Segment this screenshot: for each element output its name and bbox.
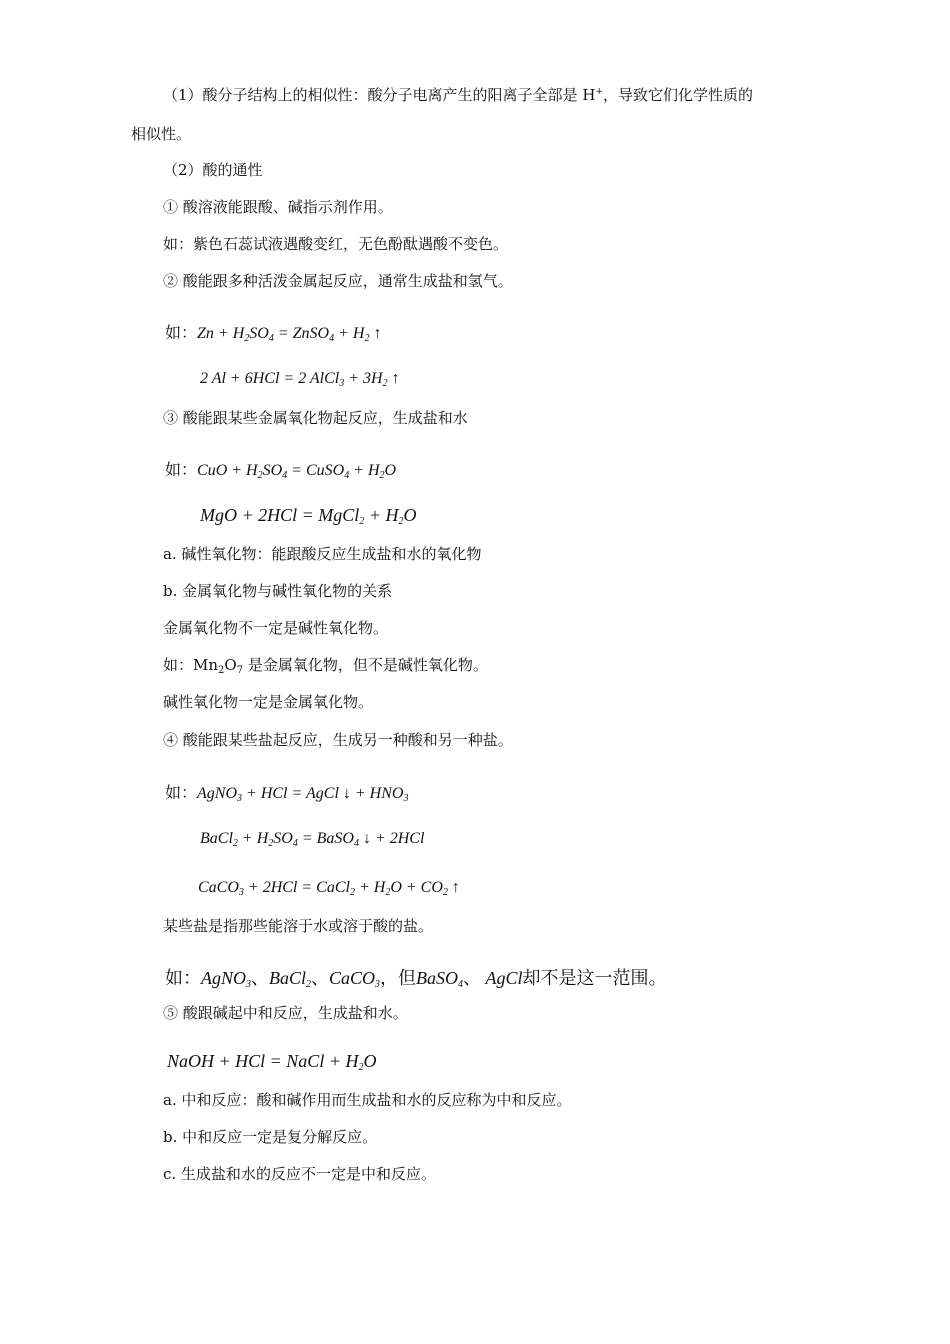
- equation-mgo-hcl: MgO + 2HCl = MgCl$_2$ + $H_2O$: [200, 505, 417, 527]
- equation-al-hcl: 2 Al + 6HCl = 2 AlCl$_3$ + $3H_2$ ↑: [200, 370, 400, 389]
- note-basic-oxide-is-metal: 碱性氧化物一定是金属氧化物。: [163, 693, 374, 711]
- equation-caco3-hcl: CaCO$_3$ + 2HCl = CaCl$_2$ + $H_2O + CO_2$ ↑: [198, 879, 460, 898]
- note-a-basic-oxide: a. 碱性氧化物：能跟酸反应生成盐和水的氧化物: [163, 545, 482, 563]
- label: 如：: [165, 325, 198, 342]
- note-metal-oxide-not-basic: 金属氧化物不一定是碱性氧化物。: [163, 619, 389, 637]
- item-1-example: 如：紫色石蕊试液遇酸变红，无色酚酞遇酸不变色。: [163, 235, 509, 253]
- heading-acid-properties: （2）酸的通性: [163, 161, 263, 179]
- equation-bacl2-h2so4: BaCl$_2$ + $H_2SO_4$ = BaSO$_4$ ↓ + 2HCl: [200, 830, 425, 849]
- item-4: ④ 酸能跟某些盐起反应，生成另一种酸和另一种盐。: [163, 731, 513, 749]
- item-1: ① 酸溶液能跟酸、碱指示剂作用。: [163, 198, 393, 216]
- text: ，导致它们化学性质的: [602, 86, 753, 104]
- salts-example-line: 如：AgNO$_3$、BaCl$_2$、CaCO$_3$，但BaSO$_4$、 AgCl却不是这一范围。: [165, 968, 667, 990]
- equation-naoh-hcl: NaOH + HCl = NaCl + $H_2O$: [167, 1051, 377, 1073]
- paragraph-1-line-1: [163, 82, 753, 105]
- note-mn2o7-example: 如：$Mn_2O_7$ 是金属氧化物，但不是碱性氧化物。: [163, 656, 488, 676]
- item-3: ③ 酸能跟某些金属氧化物起反应，生成盐和水: [163, 409, 468, 427]
- note-b-relationship: b. 金属氧化物与碱性氧化物的关系: [163, 582, 393, 600]
- item-2: ② 酸能跟多种活泼金属起反应，通常生成盐和氢气。: [163, 272, 513, 290]
- note-a-neutralization: a. 中和反应：酸和碱作用而生成盐和水的反应称为中和反应。: [163, 1091, 572, 1109]
- label: 如：: [165, 785, 198, 802]
- paragraph-1-line-2: 相似性。: [131, 125, 192, 143]
- equation-zn-h2so4: 如：$Zn + H_2SO_4$ = ZnSO$_4$ + $H_2$ ↑: [165, 325, 382, 344]
- equation-agno3-hcl: 如：AgNO$_3$ + HCl = AgCl ↓ + $HNO_3$: [165, 785, 409, 804]
- note-certain-salts: 某些盐是指那些能溶于水或溶于酸的盐。: [163, 917, 434, 935]
- label: 如：: [165, 462, 198, 479]
- note-b-double-decomposition: b. 中和反应一定是复分解反应。: [163, 1128, 378, 1146]
- item-5: ⑤ 酸跟碱起中和反应，生成盐和水。: [163, 1004, 408, 1022]
- text: （1）酸分子结构上的相似性：酸分子电离产生的阳离子全部是 H: [163, 86, 596, 104]
- equation-cuo-h2so4: 如：CuO + $H_2SO_4$ = CuSO$_4$ + $H_2O$: [165, 462, 397, 481]
- superscript: +: [595, 87, 603, 97]
- note-c-not-neutralization: c. 生成盐和水的反应不一定是中和反应。: [163, 1165, 436, 1183]
